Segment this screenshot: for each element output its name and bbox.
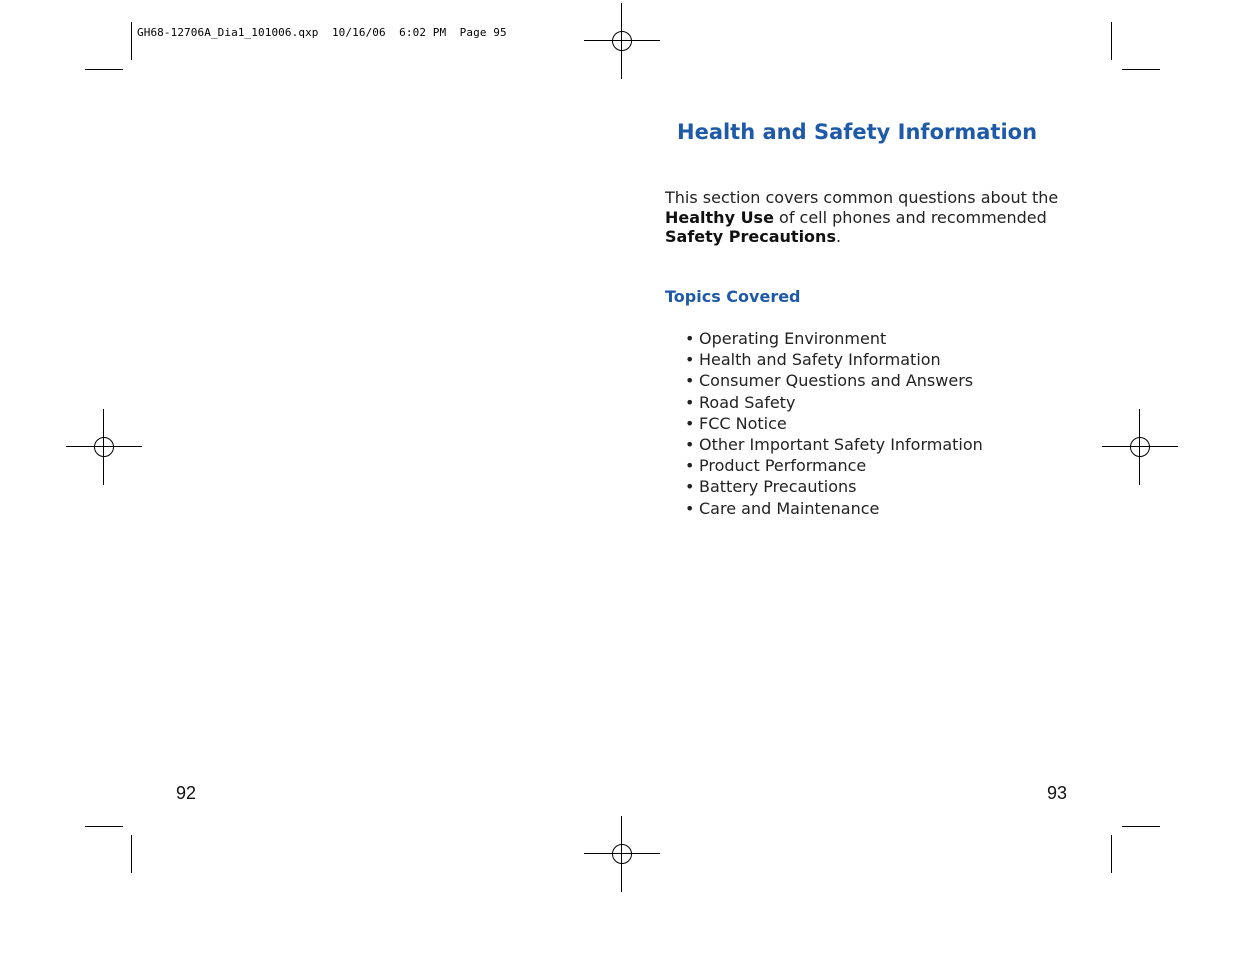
- topic-label: Road Safety: [699, 392, 796, 412]
- list-item: [685, 370, 983, 391]
- list-item: [685, 328, 983, 349]
- crop-mark: [1122, 69, 1160, 70]
- crop-mark: [1122, 826, 1160, 827]
- page-number-left: 92: [176, 783, 197, 803]
- bullet-icon: •: [685, 413, 695, 433]
- topic-label: Battery Precautions: [699, 477, 857, 497]
- list-item: [685, 476, 983, 497]
- page-number-right: 93: [1047, 783, 1068, 803]
- list-item: [685, 392, 983, 413]
- topic-label: Product Performance: [699, 456, 867, 476]
- bullet-icon: •: [685, 350, 695, 370]
- list-item: [685, 455, 983, 476]
- bullet-icon: •: [685, 329, 695, 348]
- topic-label: Health and Safety Information: [699, 350, 941, 370]
- registration-mark-icon: [66, 409, 142, 485]
- intro-text: of cell phones and recommended: [773, 207, 1047, 227]
- topic-label: Other Important Safety Information: [699, 435, 983, 455]
- bullet-icon: •: [685, 392, 695, 412]
- registration-mark-icon: [584, 3, 660, 79]
- intro-bold-healthy-use: Healthy Use: [665, 207, 774, 227]
- list-item: [685, 498, 983, 519]
- crop-mark: [131, 22, 132, 60]
- topic-label: FCC Notice: [699, 413, 787, 433]
- bullet-icon: •: [685, 371, 695, 391]
- intro-bold-safety-precautions: Safety Precautions: [665, 227, 836, 246]
- registration-mark-icon: [584, 816, 660, 892]
- topics-heading: Topics Covered: [665, 287, 801, 306]
- intro-paragraph: [665, 188, 1065, 247]
- crop-mark: [1111, 22, 1112, 60]
- crop-mark: [131, 835, 132, 873]
- bullet-icon: •: [685, 456, 695, 476]
- intro-text: This section covers common questions about the: [665, 188, 1059, 207]
- printer-slug: GH68-12706A_Dia1_101006.qxp 10/16/06 6:02 PM Page 95: [137, 26, 507, 39]
- intro-text: .: [835, 227, 842, 246]
- crop-mark: [1111, 835, 1112, 873]
- bullet-icon: •: [685, 477, 695, 497]
- page-title: Health and Safety Information: [677, 120, 1038, 144]
- topics-list: [685, 328, 983, 519]
- topic-label: Care and Maintenance: [699, 498, 880, 518]
- topic-label: Operating Environment: [699, 329, 887, 348]
- list-item: [685, 349, 983, 370]
- registration-mark-icon: [1102, 409, 1178, 485]
- bullet-icon: •: [685, 435, 695, 455]
- crop-mark: [85, 826, 123, 827]
- list-item: [685, 413, 983, 434]
- crop-mark: [85, 69, 123, 70]
- list-item: [685, 434, 983, 455]
- topic-label: Consumer Questions and Answers: [699, 371, 974, 391]
- bullet-icon: •: [685, 498, 695, 518]
